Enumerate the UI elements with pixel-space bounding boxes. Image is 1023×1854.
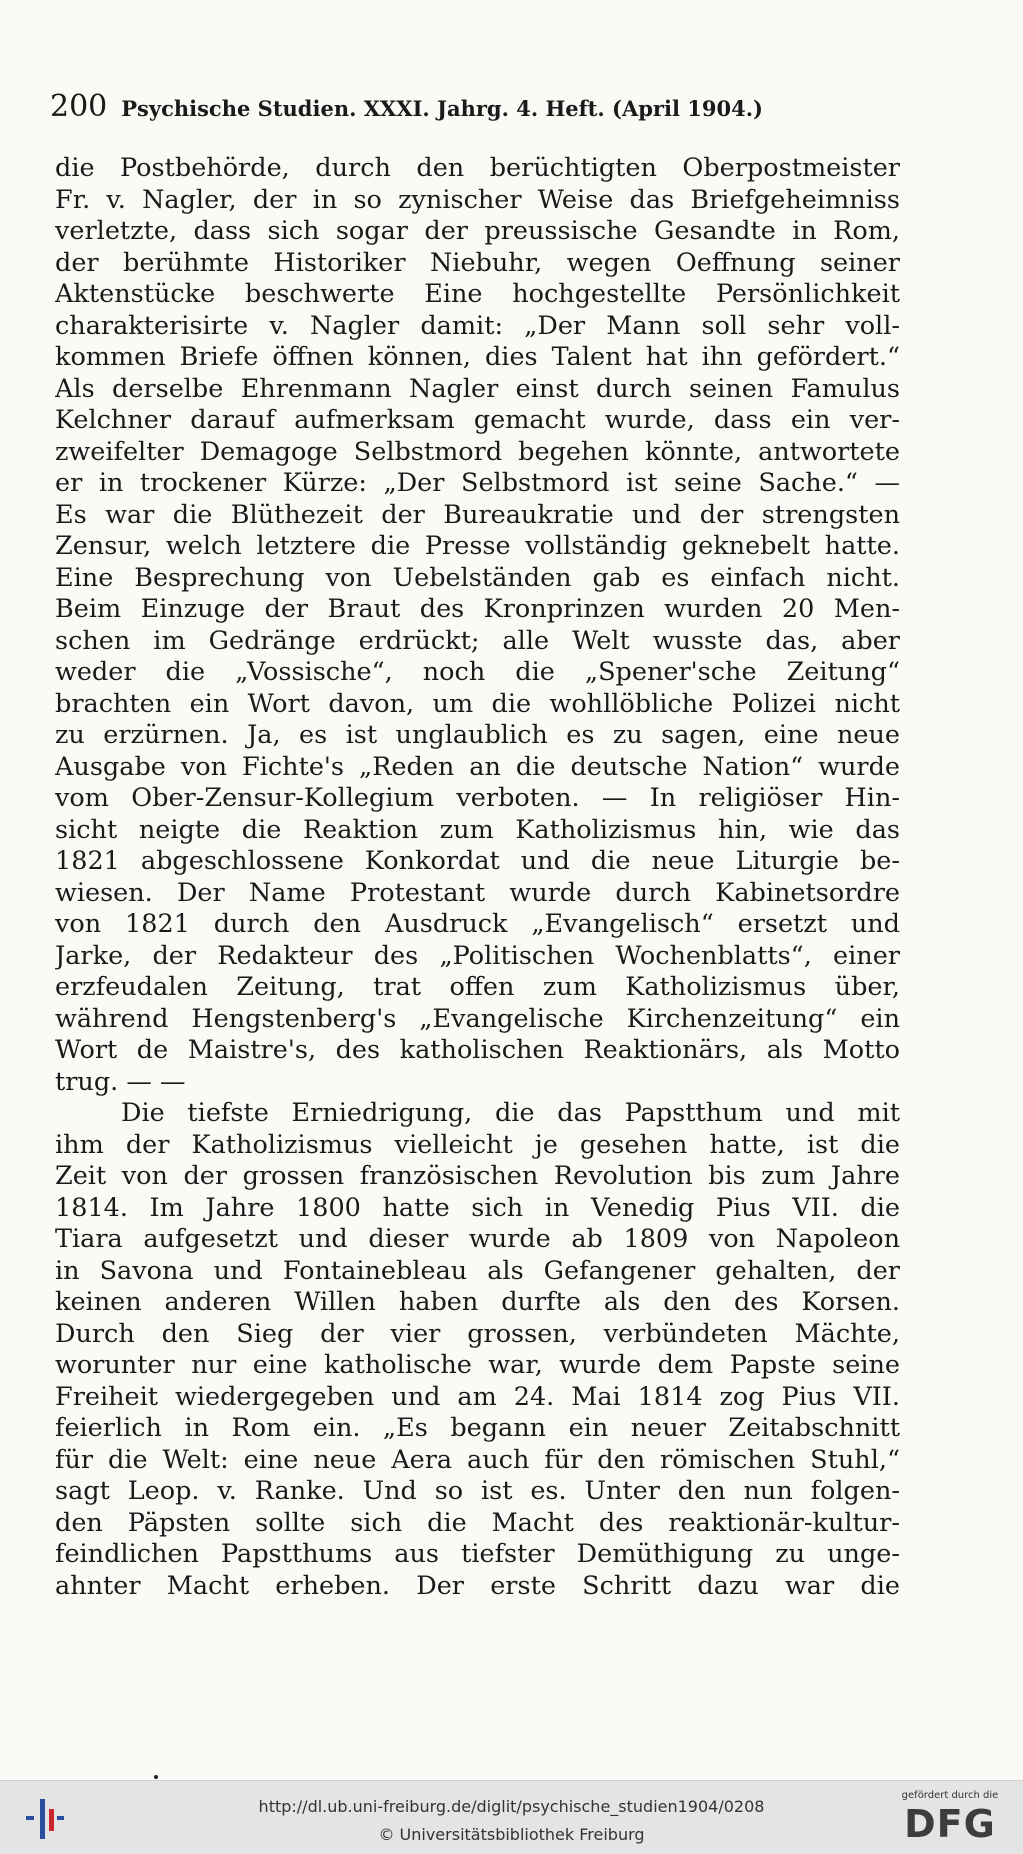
text-line: sagt Leop. v. Ranke. Und so ist es. Unter den nun folgen- bbox=[55, 1476, 900, 1506]
text-line: trug. — — bbox=[55, 1066, 186, 1097]
text-line: 1821 abgeschlossene Konkordat und die neue Liturgie be- bbox=[55, 846, 900, 876]
text-line: Es war die Blüthezeit der Bureaukratie und der strengsten bbox=[55, 499, 900, 530]
text-line: Als derselbe Ehrenmann Nagler einst durch seinen Famulus bbox=[55, 373, 900, 404]
text-line: wiesen. Der Name Protestant wurde durch Kabinetsordre bbox=[55, 877, 900, 908]
running-title: Psychische Studien. XXXI. Jahrg. 4. Heft. (April 1904.) bbox=[121, 96, 763, 121]
text-line: für die Welt: eine neue Aera auch für den römischen Stuhl,“ bbox=[55, 1444, 900, 1475]
text-line: von 1821 durch den Ausdruck „Evangelisch“ ersetzt und bbox=[55, 909, 900, 939]
text-line: ahnter Macht erheben. Der erste Schritt dazu war die bbox=[55, 1570, 900, 1601]
text-line: Fr. v. Nagler, der in so zynischer Weise das Briefgeheimniss bbox=[55, 184, 900, 215]
text-line: sicht neigte die Reaktion zum Katholizismus hin, wie das bbox=[55, 814, 900, 845]
text-line: schen im Gedränge erdrückt; alle Welt wusste das, aber bbox=[55, 625, 900, 656]
text-line: Zeit von der grossen französischen Revolution bis zum Jahre bbox=[55, 1161, 900, 1191]
text-line: Beim Einzuge der Braut des Kronprinzen wurden 20 Men- bbox=[55, 594, 900, 624]
text-line: feierlich in Rom ein. „Es begann ein neuer Zeitabschnitt bbox=[55, 1413, 900, 1443]
text-line: die Postbehörde, durch den berüchtigten Oberpostmeister bbox=[55, 153, 900, 183]
text-line: brachten ein Wort davon, um die wohllöbliche Polizei nicht bbox=[55, 688, 900, 719]
dfg-caption: gefördert durch die bbox=[901, 1790, 999, 1801]
text-line: während Hengstenberg's „Evangelische Kirchenzeitung“ ein bbox=[55, 1003, 900, 1034]
dfg-logo bbox=[891, 1789, 1009, 1845]
text-line: feindlichen Papstthums aus tiefster Demüthigung zu unge- bbox=[55, 1539, 900, 1569]
text-line: in Savona und Fontainebleau als Gefangener gehalten, der bbox=[55, 1255, 900, 1286]
page-number: 200 bbox=[50, 89, 108, 124]
text-line: Aktenstücke beschwerte Eine hochgestellte Persönlichkeit bbox=[55, 279, 900, 309]
text-line: 1814. Im Jahre 1800 hatte sich in Venedig Pius VII. die bbox=[55, 1192, 900, 1223]
text-line: vom Ober-Zensur-Kollegium verboten. — In religiöser Hin- bbox=[55, 783, 900, 813]
text-line: der berühmte Historiker Niebuhr, wegen Oeffnung seiner bbox=[55, 247, 900, 278]
text-line: den Päpsten sollte sich die Macht des reaktionär-kultur- bbox=[55, 1507, 900, 1538]
text-line: erzfeudalen Zeitung, trat offen zum Katholizismus über, bbox=[55, 972, 900, 1002]
dfg-wordmark: DFG bbox=[904, 1802, 996, 1846]
text-line: ihm der Katholizismus vielleicht je gesehen hatte, ist die bbox=[55, 1129, 900, 1160]
text-line: Durch den Sieg der vier grossen, verbündeten Mächte, bbox=[55, 1318, 900, 1349]
text-line: verletzte, dass sich sogar der preussische Gesandte in Rom, bbox=[55, 216, 900, 246]
footer-bar bbox=[0, 1780, 1023, 1854]
copyright-notice: © Universitätsbibliothek Freiburg bbox=[378, 1825, 645, 1844]
text-line: er in trockener Kürze: „Der Selbstmord ist seine Sache.“ — bbox=[55, 468, 900, 498]
text-line: zweifelter Demagoge Selbstmord begehen könnte, antwortete bbox=[55, 436, 900, 467]
text-line: Kelchner darauf aufmerksam gemacht wurde, dass ein ver- bbox=[55, 405, 900, 435]
text-line: Eine Besprechung von Uebelständen gab es einfach nicht. bbox=[55, 562, 900, 593]
running-head bbox=[50, 89, 910, 124]
text-line: zu erzürnen. Ja, es ist unglaublich es zu sagen, eine neue bbox=[55, 720, 900, 750]
text-line: keinen anderen Willen haben durfte als den des Korsen. bbox=[55, 1287, 900, 1317]
text-line: worunter nur eine katholische war, wurde dem Papste seine bbox=[55, 1350, 900, 1380]
text-line: Tiara aufgesetzt und dieser wurde ab 1809 von Napoleon bbox=[55, 1224, 900, 1254]
text-line: kommen Briefe öffnen können, dies Talent hat ihn gefördert.“ bbox=[55, 342, 900, 372]
text-line: Zensur, welch letztere die Presse vollständig geknebelt hatte. bbox=[55, 531, 900, 561]
text-line: Die tiefste Erniedrigung, die das Papstthum und mit bbox=[121, 1098, 900, 1128]
text-line: Ausgabe von Fichte's „Reden an die deutsche Nation“ wurde bbox=[55, 751, 900, 782]
text-line: Freiheit wiedergegeben und am 24. Mai 1814 zog Pius VII. bbox=[55, 1381, 900, 1412]
scan-speck bbox=[154, 1775, 158, 1779]
text-line: weder die „Vossische“, noch die „Spener'sche Zeitung“ bbox=[55, 657, 900, 687]
source-url-link[interactable]: http://dl.ub.uni-freiburg.de/diglit/psychische_studien1904/0208 bbox=[258, 1797, 765, 1816]
text-line: Jarke, der Redakteur des „Politischen Wochenblatts“, einer bbox=[55, 940, 900, 971]
body-text bbox=[55, 153, 900, 1602]
text-line: charakterisirte v. Nagler damit: „Der Mann soll sehr voll- bbox=[55, 310, 900, 341]
text-line: Wort de Maistre's, des katholischen Reaktionärs, als Motto bbox=[55, 1035, 900, 1065]
